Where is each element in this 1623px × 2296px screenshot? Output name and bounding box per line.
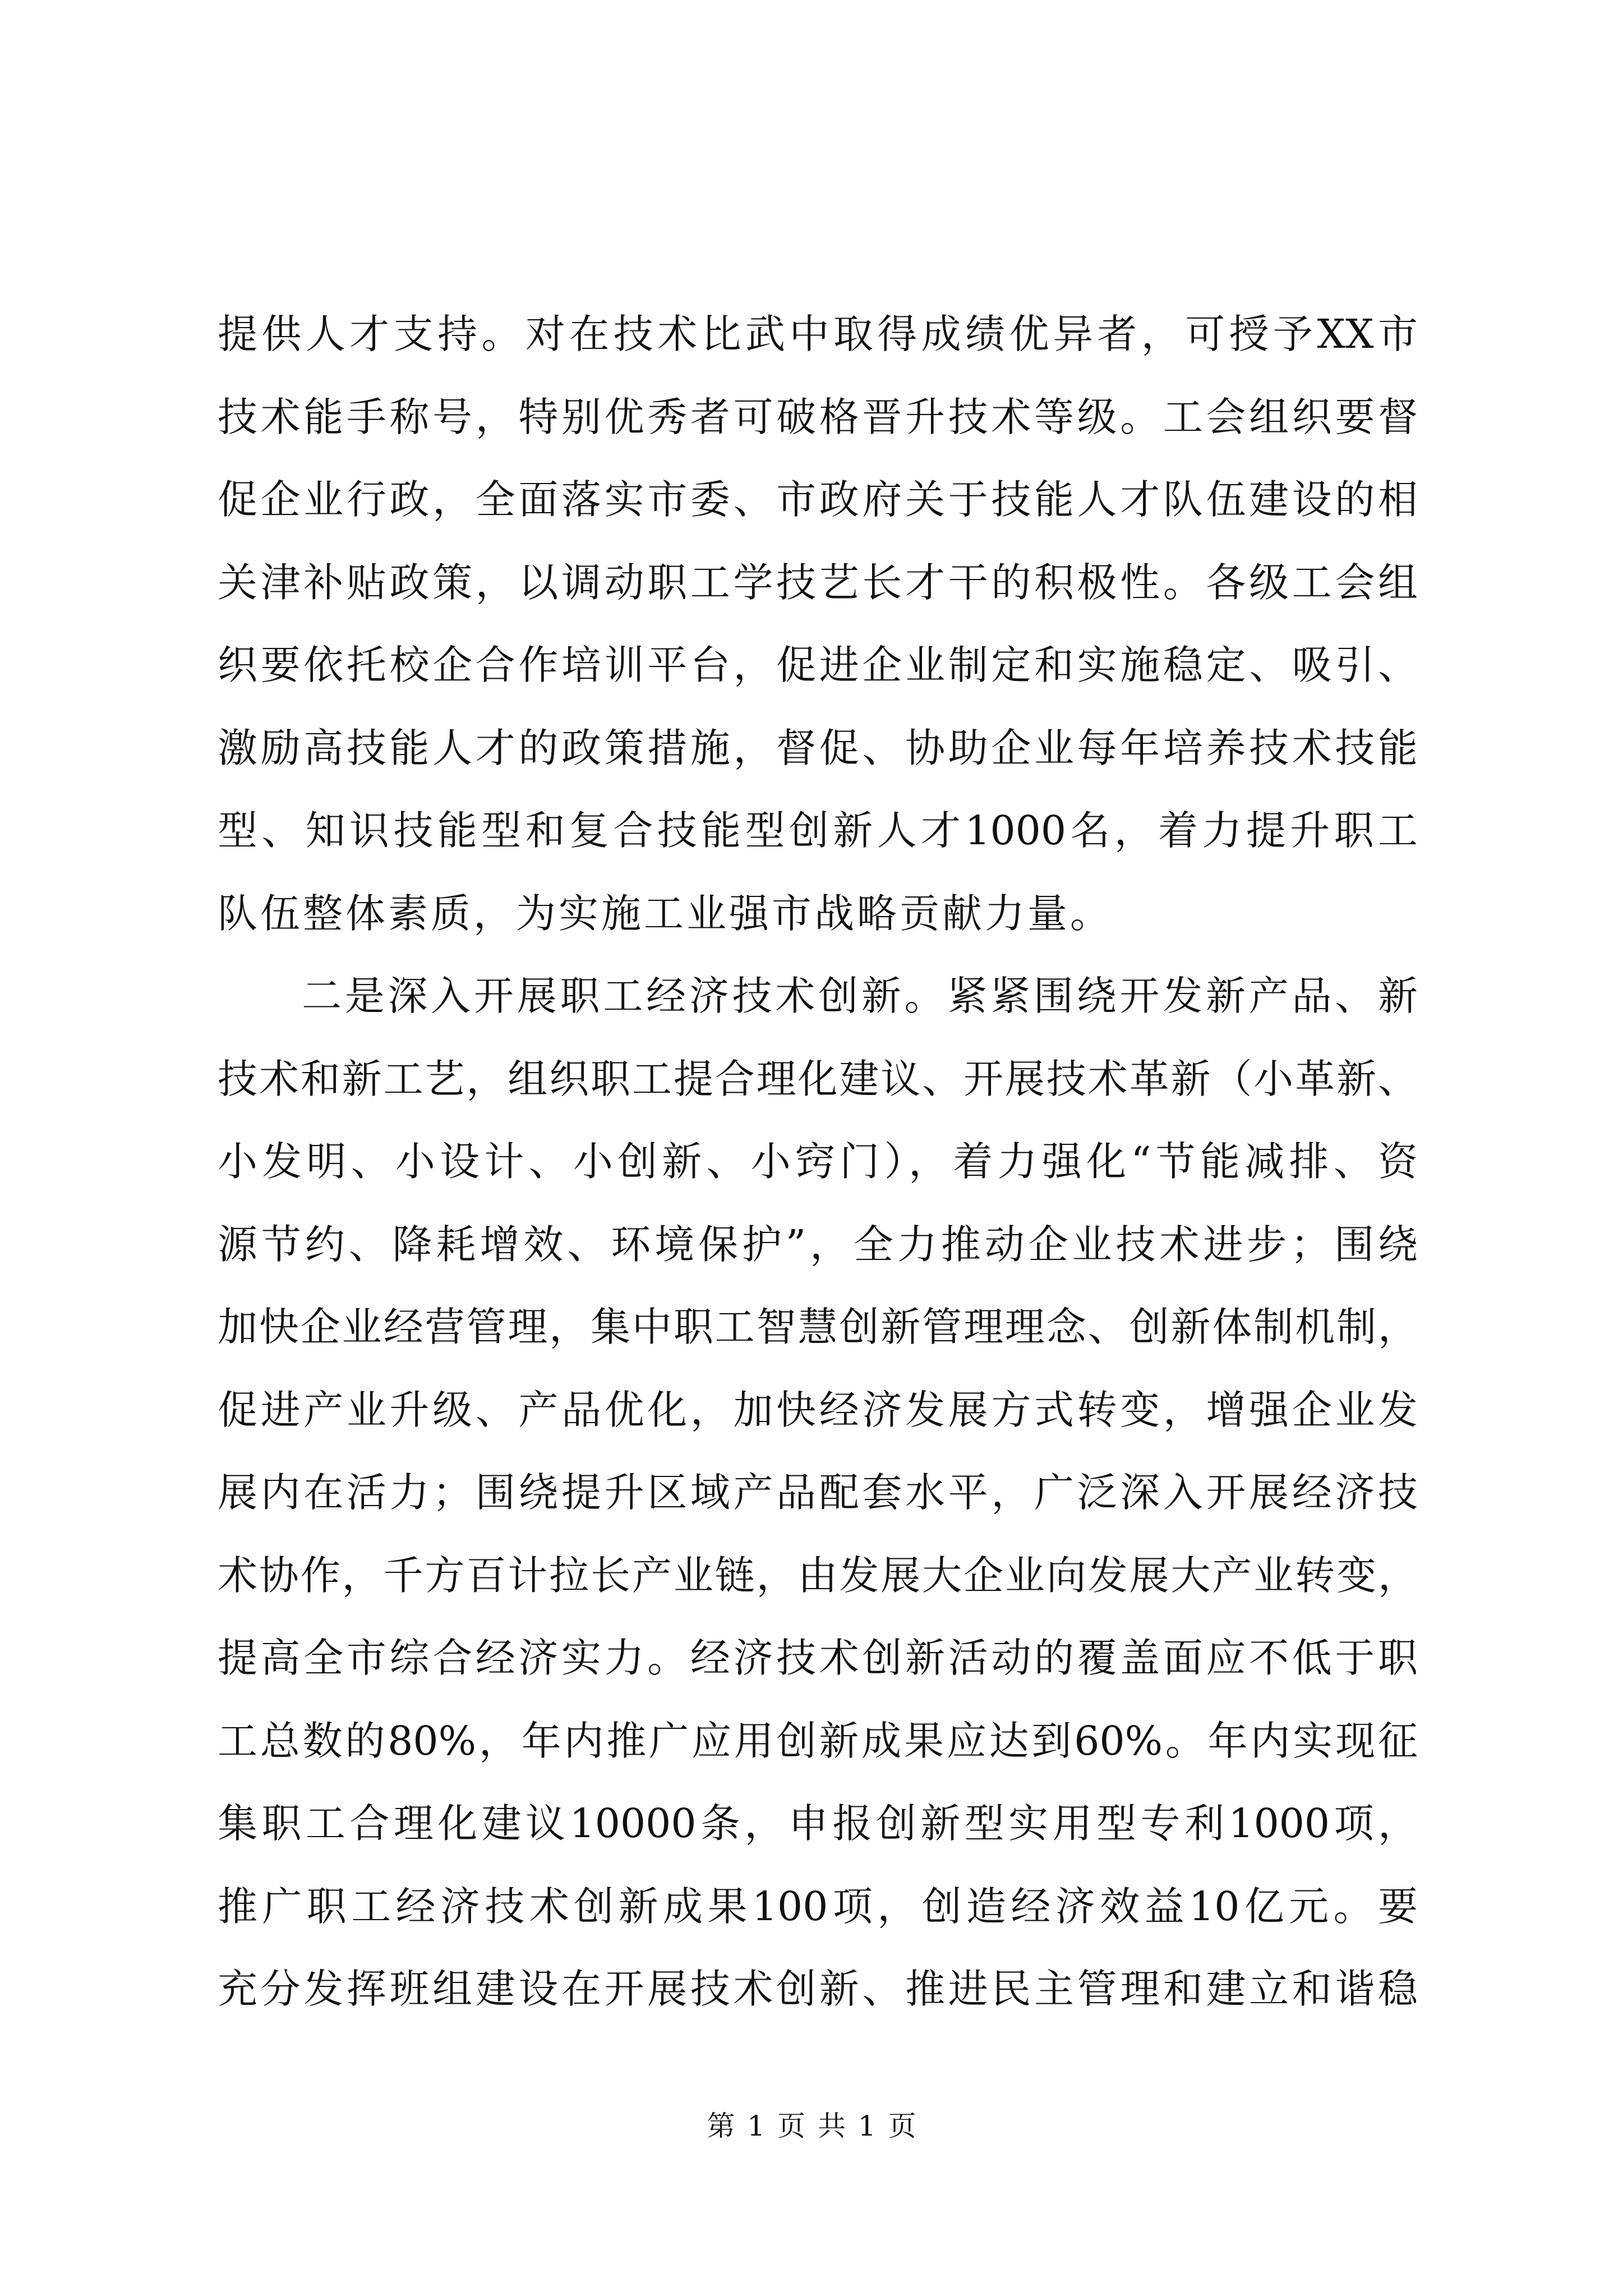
text-line: 推广职工经济技术创新成果100项，创造经济效益10亿元。要: [218, 1883, 1418, 1930]
body-text: [218, 293, 1418, 2031]
text-line: 展内在活力；围绕提升区域产品配套水平，广泛深入开展经济技: [218, 1469, 1418, 1516]
text-line: 技术能手称号，特别优秀者可破格晋升技术等级。工会组织要督: [218, 393, 1418, 440]
text-line: 提高全市综合经济实力。经济技术创新活动的覆盖面应不低于职: [218, 1635, 1418, 1681]
text-line: 技术和新工艺，组织职工提合理化建议、开展技术革新（小革新、: [218, 1055, 1418, 1102]
text-line: 关津补贴政策，以调动职工学技艺长才干的积极性。各级工会组: [218, 559, 1418, 606]
text-line: 小发明、小设计、小创新、小窍门），着力强化“节能减排、资: [218, 1138, 1418, 1185]
text-line: 激励高技能人才的政策措施，督促、协助企业每年培养技术技能: [218, 724, 1418, 771]
text-line: 型、知识技能型和复合技能型创新人才1000名，着力提升职工: [218, 807, 1418, 854]
text-line: 集职工合理化建议10000条，申报创新型实用型专利1000项，: [218, 1800, 1418, 1847]
text-line: 工总数的80%，年内推广应用创新成果应达到60%。年内实现征: [218, 1717, 1418, 1764]
text-line: 促企业行政，全面落实市委、市政府关于技能人才队伍建设的相: [218, 476, 1418, 523]
paragraph-first-line: 二是深入开展职工经济技术创新。紧紧围绕开发新产品、新: [302, 973, 1418, 1019]
text-line: 术协作，千方百计拉长产业链，由发展大企业向发展大产业转变，: [218, 1552, 1418, 1599]
text-line: 队伍整体素质，为实施工业强市战略贡献力量。: [218, 890, 1113, 937]
page-footer: 第 1 页 共 1 页: [707, 2110, 916, 2142]
text-line: 加快企业经营管理，集中职工智慧创新管理理念、创新体制机制，: [218, 1304, 1418, 1350]
text-line: 源节约、降耗增效、环境保护”，全力推动企业技术进步；围绕: [218, 1221, 1418, 1268]
text-line: 充分发挥班组建设在开展技术创新、推进民主管理和建立和谐稳: [218, 1966, 1418, 2012]
text-line: 织要依托校企合作培训平台，促进企业制定和实施稳定、吸引、: [218, 642, 1418, 688]
text-line: 提供人才支持。对在技术比武中取得成绩优异者，可授予XX市: [218, 311, 1418, 357]
text-line: 促进产业升级、产品优化，加快经济发展方式转变，增强企业发: [218, 1386, 1418, 1433]
